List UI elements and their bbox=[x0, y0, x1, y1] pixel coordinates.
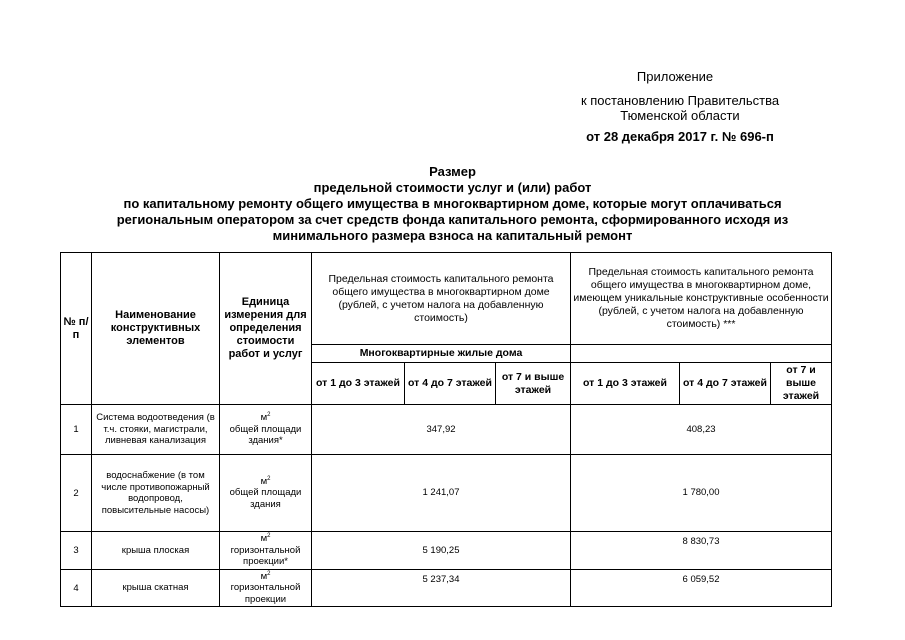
table-row bbox=[61, 570, 832, 607]
header-name: Наименование конструктивных элементов bbox=[92, 253, 220, 405]
row-unique-cost: 6 059,52 bbox=[571, 570, 832, 607]
title-line-5: минимального размера взноса на капитальный ремонт bbox=[272, 228, 633, 243]
unit-text: горизонтальной проекции bbox=[230, 582, 301, 605]
header-residential: Многоквартирные жилые дома bbox=[312, 345, 571, 363]
row-cost: 1 241,07 bbox=[312, 455, 571, 532]
appendix-title: Приложение bbox=[636, 69, 714, 84]
header-unique-floors-7-plus: от 7 и выше этажей bbox=[771, 363, 832, 405]
header-floors-1-3: от 1 до 3 этажей bbox=[312, 363, 405, 405]
row-num: 3 bbox=[61, 532, 92, 570]
row-cost: 5 190,25 bbox=[312, 532, 571, 570]
unit-superscript: 2 bbox=[267, 533, 271, 540]
header-empty-cell bbox=[571, 345, 832, 363]
header-cost: Предельная стоимость капитального ремонта общего имущества в многоквартирном доме (рублей, с учетом налога на добавленную стоимость) bbox=[312, 253, 571, 345]
title-line-1: Размер bbox=[429, 164, 476, 179]
unit-text: общей площади здания bbox=[229, 487, 302, 510]
row-cost: 347,92 bbox=[312, 405, 571, 455]
row-unit bbox=[220, 570, 312, 607]
unit-symbol: м bbox=[260, 533, 268, 545]
unit-superscript: 2 bbox=[267, 475, 271, 482]
unit-text: общей площади здания* bbox=[229, 423, 302, 447]
row-unit bbox=[220, 455, 312, 532]
appendix-date: от 28 декабря 2017 г. № 696-п bbox=[586, 129, 774, 144]
unit-superscript: 2 bbox=[267, 412, 271, 419]
table-row bbox=[61, 455, 832, 532]
title-line-4: региональным оператором за счет средств фонда капитального ремонта, сформированного исходя из bbox=[116, 212, 789, 227]
row-name: крыша плоская bbox=[92, 532, 220, 570]
table-row bbox=[61, 405, 832, 455]
title-line-2: предельной стоимости услуг и (или) работ bbox=[313, 180, 592, 195]
row-unique-cost: 408,23 bbox=[571, 405, 832, 455]
header-unique-cost: Предельная стоимость капитального ремонта общего имущества в многоквартирном доме, имеющем уникальные конструктивные особенности (рублей, с учетом налога на добавленную стоимость) *** bbox=[571, 253, 832, 345]
unit-text: горизонтальной проекции* bbox=[230, 544, 301, 568]
header-floors-7-plus: от 7 и выше этажей bbox=[496, 363, 571, 405]
header-num: № п/п bbox=[61, 253, 92, 405]
appendix-line-1: к постановлению Правительства bbox=[580, 93, 780, 108]
row-name: Система водоотведения (в т.ч. стояки, магистрали, ливневая канализация bbox=[92, 405, 220, 455]
cost-table bbox=[60, 252, 832, 607]
row-unique-cost: 8 830,73 bbox=[571, 532, 832, 570]
row-unit bbox=[220, 405, 312, 455]
document-title bbox=[60, 164, 845, 244]
unit-symbol: м bbox=[260, 570, 268, 582]
header-floors-4-7: от 4 до 7 этажей bbox=[405, 363, 496, 405]
title-line-3: по капитальному ремонту общего имущества в многоквартирном доме, которые могут оплачиваться bbox=[123, 196, 782, 211]
unit-superscript: 2 bbox=[267, 570, 271, 577]
row-num: 4 bbox=[61, 570, 92, 607]
header-unique-floors-1-3: от 1 до 3 этажей bbox=[571, 363, 680, 405]
row-num: 2 bbox=[61, 455, 92, 532]
row-cost: 5 237,34 bbox=[312, 570, 571, 607]
row-name: водоснабжение (в том числе противопожарный водопровод, повысительные насосы) bbox=[92, 455, 220, 532]
header-unit: Единица измерения для определения стоимости работ и услуг bbox=[220, 253, 312, 405]
unit-symbol: м bbox=[260, 475, 268, 487]
appendix-line-2: Тюменской области bbox=[620, 108, 740, 123]
row-num: 1 bbox=[61, 405, 92, 455]
row-unique-cost: 1 780,00 bbox=[571, 455, 832, 532]
row-name: крыша скатная bbox=[92, 570, 220, 607]
header-unique-floors-4-7: от 4 до 7 этажей bbox=[680, 363, 771, 405]
table-row bbox=[61, 532, 832, 570]
row-unit bbox=[220, 532, 312, 570]
unit-symbol: м bbox=[260, 412, 268, 424]
